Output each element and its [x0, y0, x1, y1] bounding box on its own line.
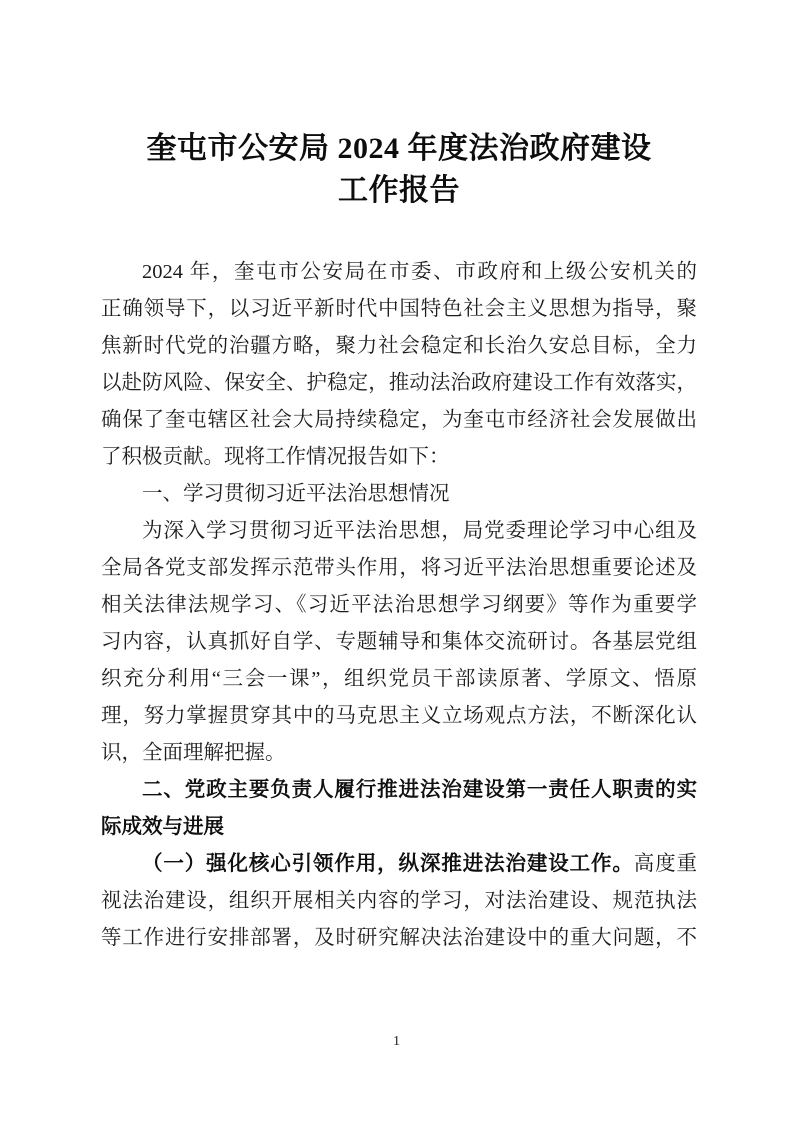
text-line — [101, 439, 697, 476]
bold-text-segment: （一）强化核心引领作用，纵深推进法治建设工作。 — [142, 853, 634, 875]
text-line — [101, 402, 697, 439]
bold-text-segment: 二、党政主要负责人履行推进法治建设第一责任人职责的实 — [142, 779, 697, 801]
text-segment: 以赴防风险、保安全、护稳定，推动法治政府建设工作有效落实， — [101, 372, 697, 394]
text-line — [101, 550, 697, 587]
text-segment: 等工作进行安排部署，及时研究解决法治建设中的重大问题，不 — [101, 927, 697, 949]
text-line — [101, 698, 697, 735]
text-line — [101, 328, 697, 365]
text-segment: 为深入学习贯彻习近平法治思想，局党委理论学习中心组及 — [142, 520, 697, 542]
text-segment: 正确领导下，以习近平新时代中国特色社会主义思想为指导，聚 — [101, 298, 697, 320]
text-segment: 视法治建设，组织开展相关内容的学习，对法治建设、规范执法 — [101, 890, 697, 912]
text-segment: 2024 年，奎屯市公安局在市委、市政府和上级公安机关的 — [142, 261, 697, 283]
text-segment: 全局各党支部发挥示范带头作用，将习近平法治思想重要论述及 — [101, 557, 697, 579]
text-segment: 习内容，认真抓好自学、专题辅导和集体交流研讨。各基层党组 — [101, 631, 697, 653]
document-title-line-1: 奎屯市公安局 2024 年度法治政府建设 — [146, 132, 652, 165]
document-body — [101, 254, 697, 957]
text-segment: 了积极贡献。现将工作情况报告如下： — [101, 446, 450, 468]
text-line — [101, 513, 697, 550]
document-title — [101, 128, 697, 212]
text-line — [101, 772, 697, 809]
text-line — [101, 846, 697, 883]
text-segment: 织充分利用“三会一课”，组织党员干部读原著、学原文、悟原 — [101, 668, 697, 690]
text-line — [101, 624, 697, 661]
text-line — [101, 883, 697, 920]
text-line — [101, 254, 697, 291]
page-number: 1 — [393, 1034, 400, 1049]
text-line — [101, 735, 697, 772]
text-segment: 确保了奎屯辖区社会大局持续稳定，为奎屯市经济社会发展做出 — [101, 409, 697, 431]
text-line — [101, 291, 697, 328]
text-segment: 理，努力掌握贯穿其中的马克思主义立场观点方法，不断深化认 — [101, 705, 697, 727]
text-line — [101, 661, 697, 698]
text-line — [101, 587, 697, 624]
text-line — [101, 920, 697, 957]
text-segment: 一、学习贯彻习近平法治思想情况 — [142, 483, 450, 505]
document-title-line-2: 工作报告 — [338, 174, 460, 207]
text-line — [101, 476, 697, 513]
text-segment: 焦新时代党的治疆方略，聚力社会稳定和长治久安总目标，全力 — [101, 335, 697, 357]
text-line — [101, 809, 697, 846]
text-line — [101, 365, 697, 402]
bold-text-segment: 际成效与进展 — [101, 816, 224, 838]
text-segment: 高度重 — [633, 853, 698, 875]
text-segment: 识，全面理解把握。 — [101, 742, 286, 764]
text-segment: 相关法律法规学习、《习近平法治思想学习纲要》等作为重要学 — [101, 594, 697, 616]
